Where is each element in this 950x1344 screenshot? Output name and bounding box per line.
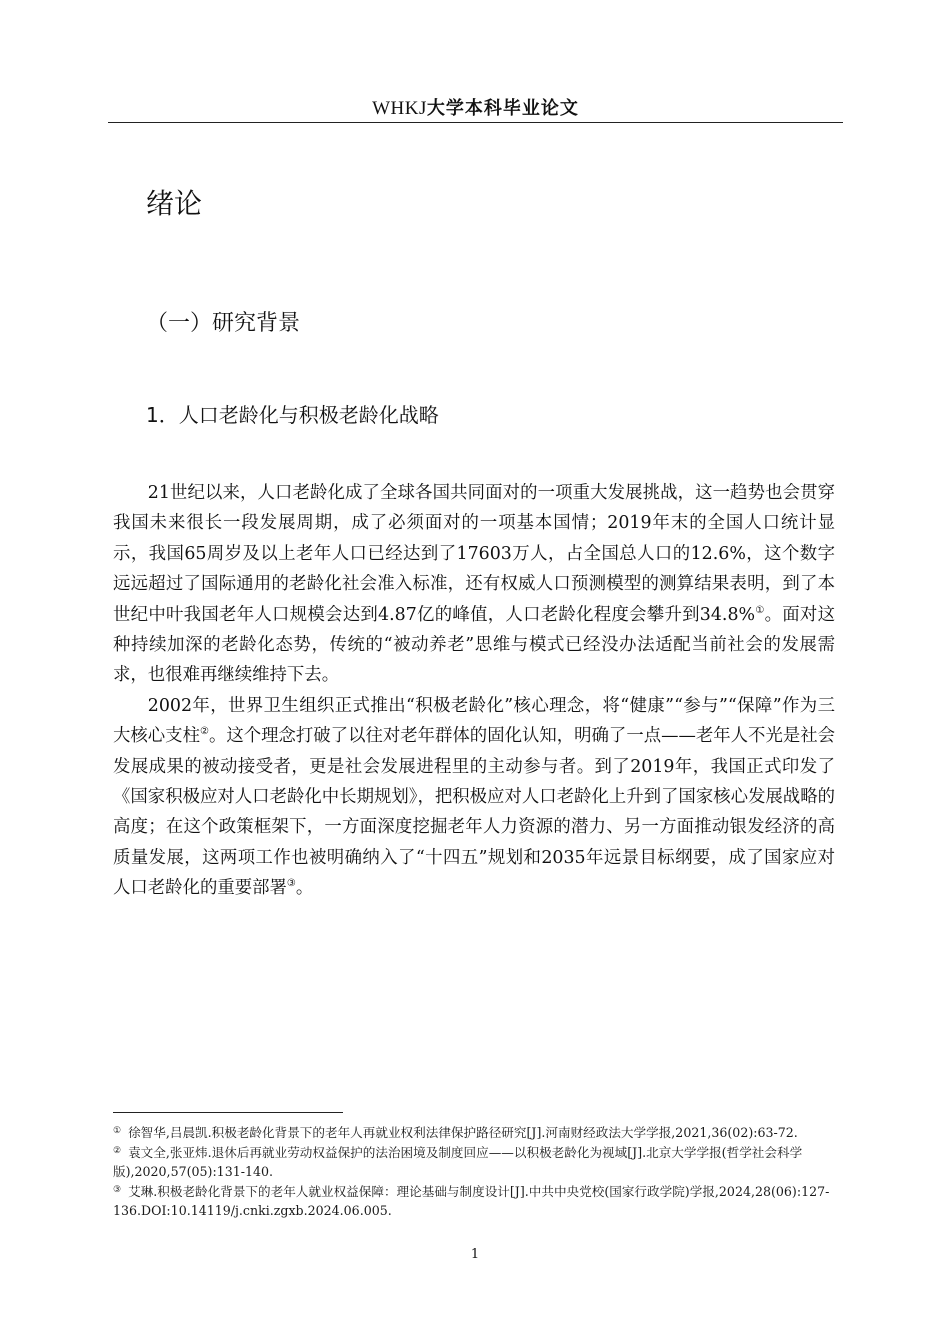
footnote-mark: ② bbox=[113, 1146, 122, 1156]
footnote-2 bbox=[113, 1142, 848, 1181]
paragraph-2-text-a: 2002年，世界卫生组织正式推出“积极老龄化”核心理念，将“健康”“参与”“保障”作为三大核心支柱 bbox=[113, 695, 835, 747]
footnote-3 bbox=[113, 1181, 848, 1220]
section-title: （一）研究背景 bbox=[146, 311, 301, 336]
subsection-title: 1．人口老龄化与积极老龄化战略 bbox=[146, 403, 439, 427]
paragraph-2-text-c: 。 bbox=[295, 878, 314, 899]
chapter-title: 绪论 bbox=[146, 187, 203, 220]
footnote-ref-3[interactable]: ③ bbox=[286, 878, 296, 890]
paragraph-2 bbox=[113, 691, 835, 904]
page-number: 1 bbox=[470, 1247, 480, 1262]
footnote-text: 袁文全,张亚炜.退休后再就业劳动权益保护的法治困境及制度回应——以积极老龄化为视域[J].北京大学学报(哲学社会科学版),2020,57(05):131-140. bbox=[113, 1145, 803, 1179]
paragraph-1-text-a: 21世纪以来，人口老龄化成了全球各国共同面对的一项重大发展挑战，这一趋势也会贯穿我国未来很长一段发展周期，成了必须面对的一项基本国情；2019年末的全国人口统计显示，我国65周岁及以上老年人口已经达到了17603万人，占全国总人口的12.6%，这个数字远远超过了国际通用的老龄化社会准入标准，还有权威人口预测模型的测算结果表明，到了本世纪中叶我国老年人口规模会达到4.87亿的峰值，人口老龄化程度会攀升到34.8% bbox=[113, 483, 835, 625]
body-text bbox=[113, 478, 835, 904]
footnote-ref-1[interactable]: ① bbox=[755, 604, 765, 616]
paragraph-1 bbox=[113, 478, 835, 691]
page-header bbox=[108, 94, 843, 123]
footnote-text: 徐智华,吕晨凯.积极老龄化背景下的老年人再就业权利法律保护路径研究[J].河南财经政法大学学报,2021,36(02):63-72. bbox=[128, 1125, 798, 1140]
paragraph-1-text-b: 。面对这种持续加深的老龄化态势，传统的“被动养老”思维与模式已经没办法适配当前社会的发展需求，也很难再继续维持下去。 bbox=[113, 604, 835, 686]
footnote-mark: ③ bbox=[113, 1185, 122, 1195]
footnote-divider bbox=[113, 1112, 343, 1113]
paragraph-2-text-b: 。这个理念打破了以往对老年群体的固化认知，明确了一点——老年人不光是社会发展成果的被动接受者，更是社会发展进程里的主动参与者。到了2019年，我国正式印发了《国家积极应对人口老龄化中长期规划》，把积极应对人口老龄化上升到了国家核心发展战略的高度；在这个政策框架下，一方面深度挖掘老年人力资源的潜力、另一方面推动银发经济的高质量发展，这两项工作也被明确纳入了“十四五”规划和2035年远景目标纲要，成了国家应对人口老龄化的重要部署 bbox=[113, 726, 836, 899]
footnote-text: 艾琳.积极老龄化背景下的老年人就业权益保障：理论基础与制度设计[J].中共中央党校(国家行政学院)学报,2024,28(06):127-136.DOI:10.14119/j.cnki.zgxb.2024.06.005. bbox=[113, 1184, 830, 1218]
header-latin: WHKJ bbox=[372, 98, 427, 119]
footnotes bbox=[113, 1122, 848, 1220]
footnote-mark: ① bbox=[113, 1126, 122, 1136]
header-title: 大学本科毕业论文 bbox=[426, 98, 579, 119]
footnote-1 bbox=[113, 1122, 848, 1142]
footnote-ref-2[interactable]: ② bbox=[199, 726, 209, 738]
